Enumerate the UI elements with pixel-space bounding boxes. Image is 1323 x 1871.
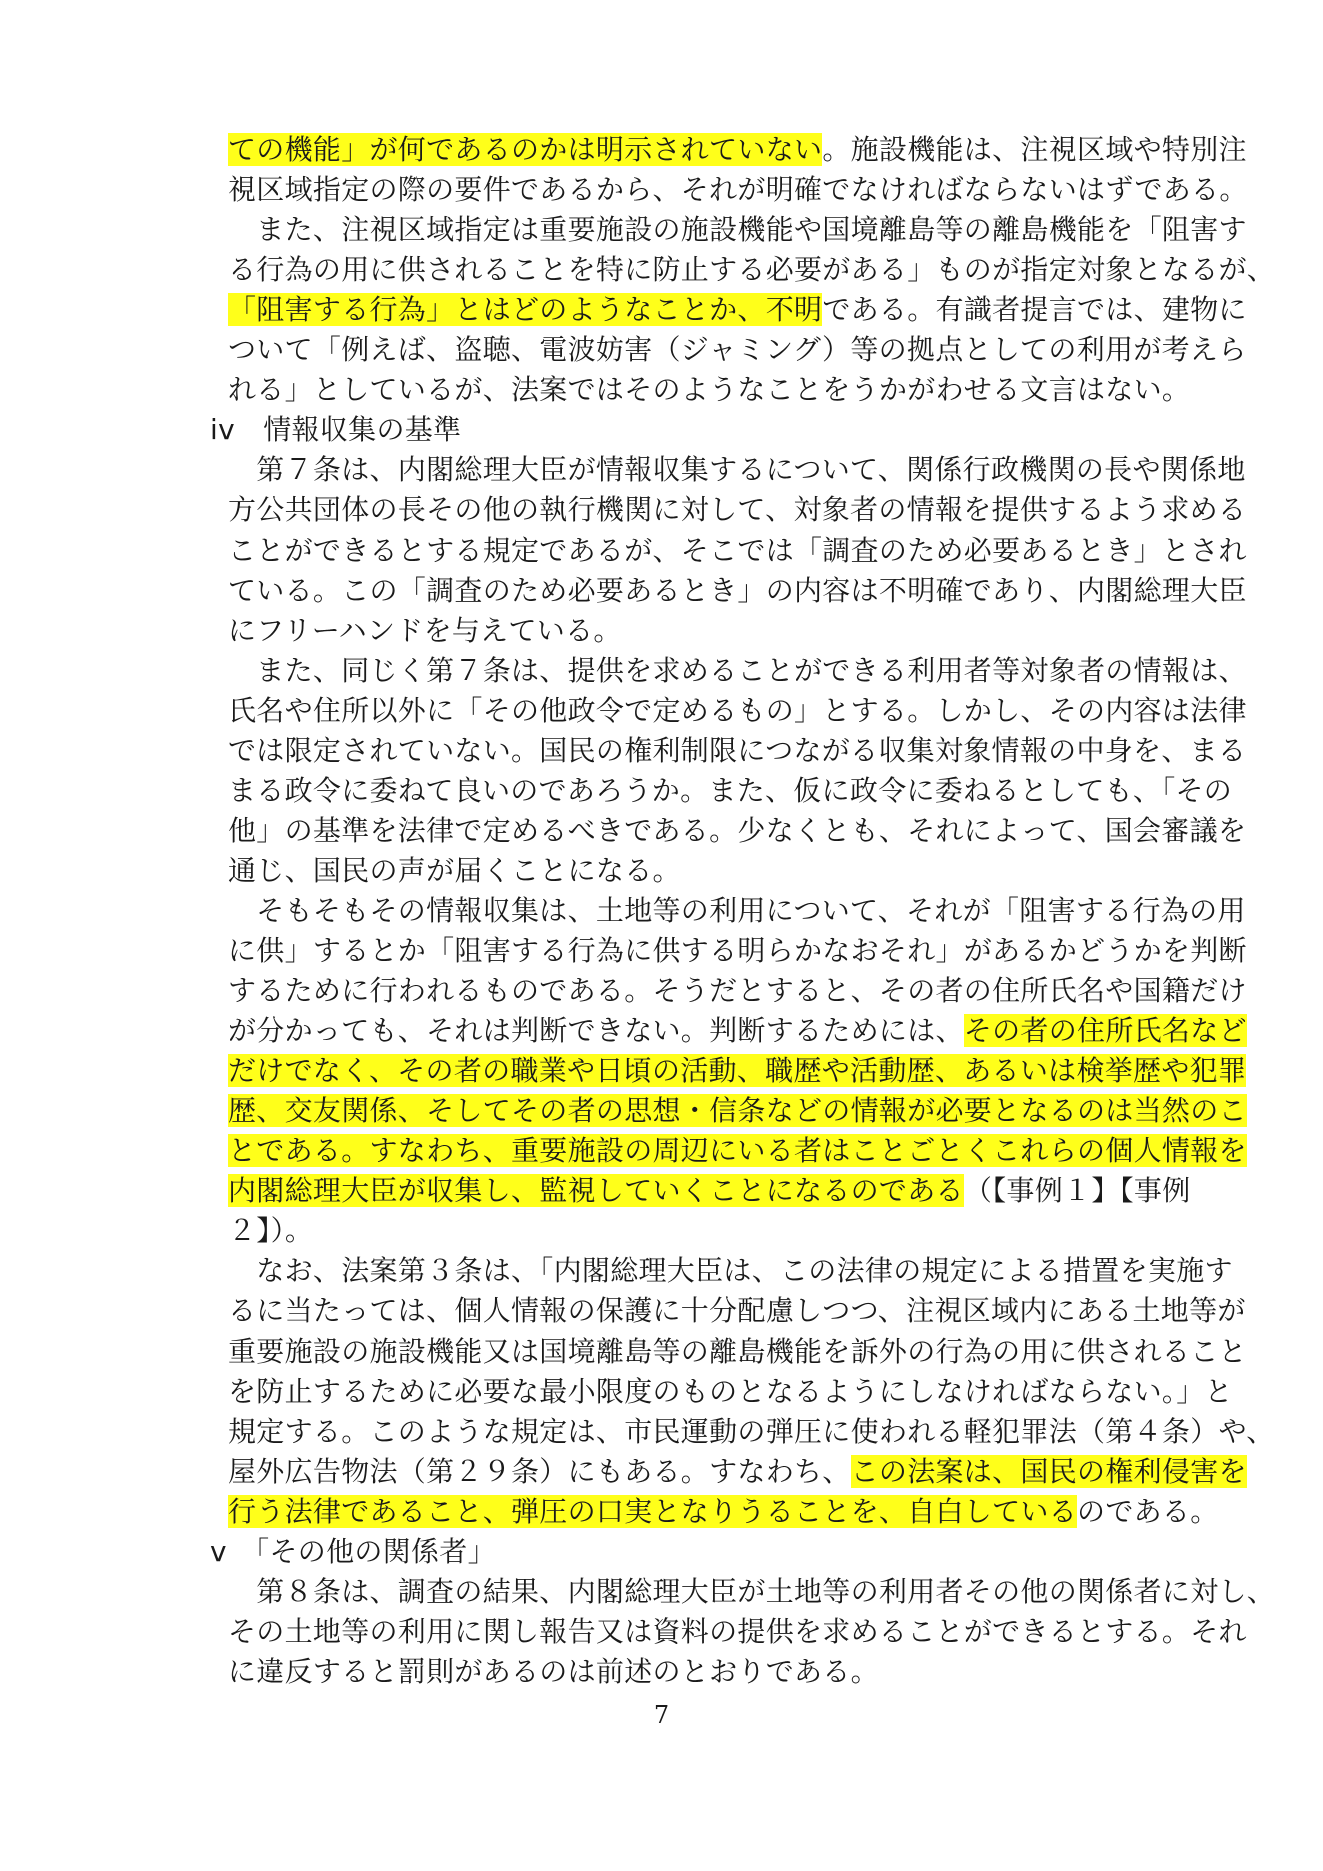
text-line	[228, 1171, 1191, 1211]
text-segment: 第７条は、内閣総理大臣が情報収集するについて、関係行政機関の長や関係地	[228, 453, 1246, 487]
text-line	[228, 651, 1247, 691]
text-line	[228, 490, 1246, 530]
text-line	[228, 851, 681, 891]
text-segment: その土地等の利用に関し報告又は資料の提供を求めることができるとする。それ	[228, 1614, 1247, 1648]
text-segment: ２】）。	[228, 1214, 314, 1248]
text-line	[228, 891, 1246, 931]
text-line	[228, 1211, 313, 1251]
text-segment: 屋外広告物法（第２９条）にもある。すなわち、	[228, 1454, 851, 1488]
text-segment: ことができるとする規定であるが、そこでは「調査のため必要あるとき」とされ	[228, 533, 1247, 567]
text-segment: また、注視区域指定は重要施設の施設機能や国境離島等の離島機能を「阻害す	[228, 213, 1247, 247]
highlighted-text: ての機能」が何であるのかは明示されていない	[228, 133, 823, 166]
highlighted-text: 「阻害する行為」とはどのようなことか、不明	[228, 293, 823, 327]
text-line	[228, 771, 1232, 811]
text-segment: ついて「例えば、盗聴、電波妨害（ジャミング）等の拠点としての利用が考えら	[228, 333, 1247, 367]
text-segment: また、同じく第７条は、提供を求めることができる利用者等対象者の情報は、	[228, 653, 1247, 687]
text-line	[228, 811, 1246, 851]
text-segment: （【事例１】【事例	[963, 1174, 1191, 1208]
text-segment: なお、法案第３条は、「内閣総理大臣は、この法律の規定による措置を実施す	[228, 1254, 1233, 1288]
text-segment: が分かっても、それは判断できない。判断するためには、	[228, 1014, 964, 1048]
highlighted-text: だけでなく、その者の職業や日頃の活動、職歴や活動歴、あるいは検挙歴や犯罪	[228, 1054, 1247, 1088]
text-line	[228, 1131, 1247, 1171]
text-segment: に供」するとか「阻害する行為に供する明らかなおそれ」があるかどうかを判断	[228, 934, 1247, 967]
text-line	[228, 1452, 1247, 1492]
text-segment: ている。この「調査のため必要あるとき」の内容は不明確であり、内閣総理大臣	[228, 573, 1247, 607]
text-line	[228, 1011, 1247, 1051]
text-line	[228, 1251, 1233, 1291]
text-segment: にフリーハンドを与えている。	[228, 613, 622, 647]
text-segment: 重要施設の施設機能又は国境離島等の離島機能を訴外の行為の用に供されること	[228, 1334, 1247, 1368]
text-line	[228, 1612, 1247, 1652]
text-segment: v 「その他の関係者」	[210, 1534, 496, 1568]
text-segment: そもそもその情報収集は、土地等の利用について、それが「阻害する行為の用	[228, 893, 1246, 927]
text-line	[228, 691, 1247, 731]
text-line	[228, 370, 1190, 410]
text-segment: では限定されていない。国民の権利制限につながる収集対象情報の中身を、まる	[228, 733, 1247, 767]
text-segment: れる」としているが、法案ではそのようなことをうかがわせる文言はない。	[228, 373, 1191, 407]
highlighted-text: 歴、交友関係、そしてその者の思想・信条などの情報が必要となるのは当然のこ	[228, 1094, 1247, 1128]
text-line	[228, 611, 622, 651]
text-segment: 第８条は、調査の結果、内閣総理大臣が土地等の利用者その他の関係者に対し、	[228, 1574, 1276, 1608]
text-segment: 視区域指定の際の要件であるから、それが明確でなければならないはずである。	[228, 173, 1248, 207]
text-segment: 氏名や住所以外に「その他政令で定めるもの」とする。しかし、その内容は法律	[228, 693, 1247, 727]
text-line	[228, 931, 1247, 971]
text-line	[228, 210, 1247, 250]
text-line	[228, 1291, 1246, 1331]
text-line	[228, 130, 1247, 170]
text-line	[228, 250, 1275, 290]
text-line	[228, 731, 1246, 771]
text-line	[228, 1372, 1233, 1412]
text-segment: である。有識者提言では、建物に	[822, 293, 1247, 327]
highlighted-text: とである。すなわち、重要施設の周辺にいる者はことごとくこれらの個人情報を	[228, 1134, 1247, 1168]
text-segment: 。施設機能は、注視区域や特別注	[822, 133, 1247, 166]
text-line	[228, 971, 1247, 1011]
text-line	[228, 1492, 1219, 1532]
text-line	[228, 571, 1247, 611]
text-line	[228, 330, 1247, 370]
text-line	[228, 1332, 1247, 1372]
text-line	[228, 290, 1247, 330]
text-line	[228, 1572, 1275, 1612]
text-segment: を防止するために必要な最小限度のものとなるようにしなければならない。」と	[228, 1374, 1233, 1408]
text-segment: に違反すると罰則があるのは前述のとおりである。	[228, 1654, 879, 1688]
text-line	[228, 1412, 1275, 1452]
text-line	[228, 1652, 879, 1692]
text-line	[228, 1091, 1247, 1131]
section-heading	[210, 1532, 496, 1572]
page-number: 7	[653, 1701, 670, 1729]
highlighted-text: この法案は、国民の権利侵害を	[850, 1454, 1247, 1488]
highlighted-text: 行う法律であること、弾圧の口実となりうることを、自白している	[228, 1494, 1078, 1528]
text-segment: iv 情報収集の基準	[210, 413, 462, 447]
text-line	[228, 1051, 1246, 1091]
text-segment: るに当たっては、個人情報の保護に十分配慮しつつ、注視区域内にある土地等が	[228, 1294, 1246, 1328]
text-segment: するために行われるものである。そうだとすると、その者の住所氏名や国籍だけ	[228, 974, 1247, 1008]
highlighted-text: その者の住所氏名など	[963, 1014, 1247, 1048]
text-segment: 通じ、国民の声が届くことになる。	[228, 853, 681, 887]
text-line	[228, 450, 1246, 490]
text-segment: 規定する。このような規定は、市民運動の弾圧に使われる軽犯罪法（第４条）や、	[228, 1414, 1275, 1448]
text-line	[228, 531, 1247, 571]
text-segment: まる政令に委ねて良いのであろうか。また、仮に政令に委ねるとしても、「その	[228, 773, 1233, 807]
text-segment: 他」の基準を法律で定めるべきである。少なくとも、それによって、国会審議を	[228, 813, 1247, 847]
text-segment: る行為の用に供されることを特に防止する必要がある」ものが指定対象となるが、	[228, 253, 1276, 287]
text-segment: のである。	[1077, 1494, 1219, 1528]
highlighted-text: 内閣総理大臣が収集し、監視していくことになるのである	[228, 1174, 964, 1208]
text-line	[228, 170, 1248, 210]
section-heading	[210, 410, 461, 450]
text-segment: 方公共団体の長その他の執行機関に対して、対象者の情報を提供するよう求める	[228, 493, 1247, 527]
